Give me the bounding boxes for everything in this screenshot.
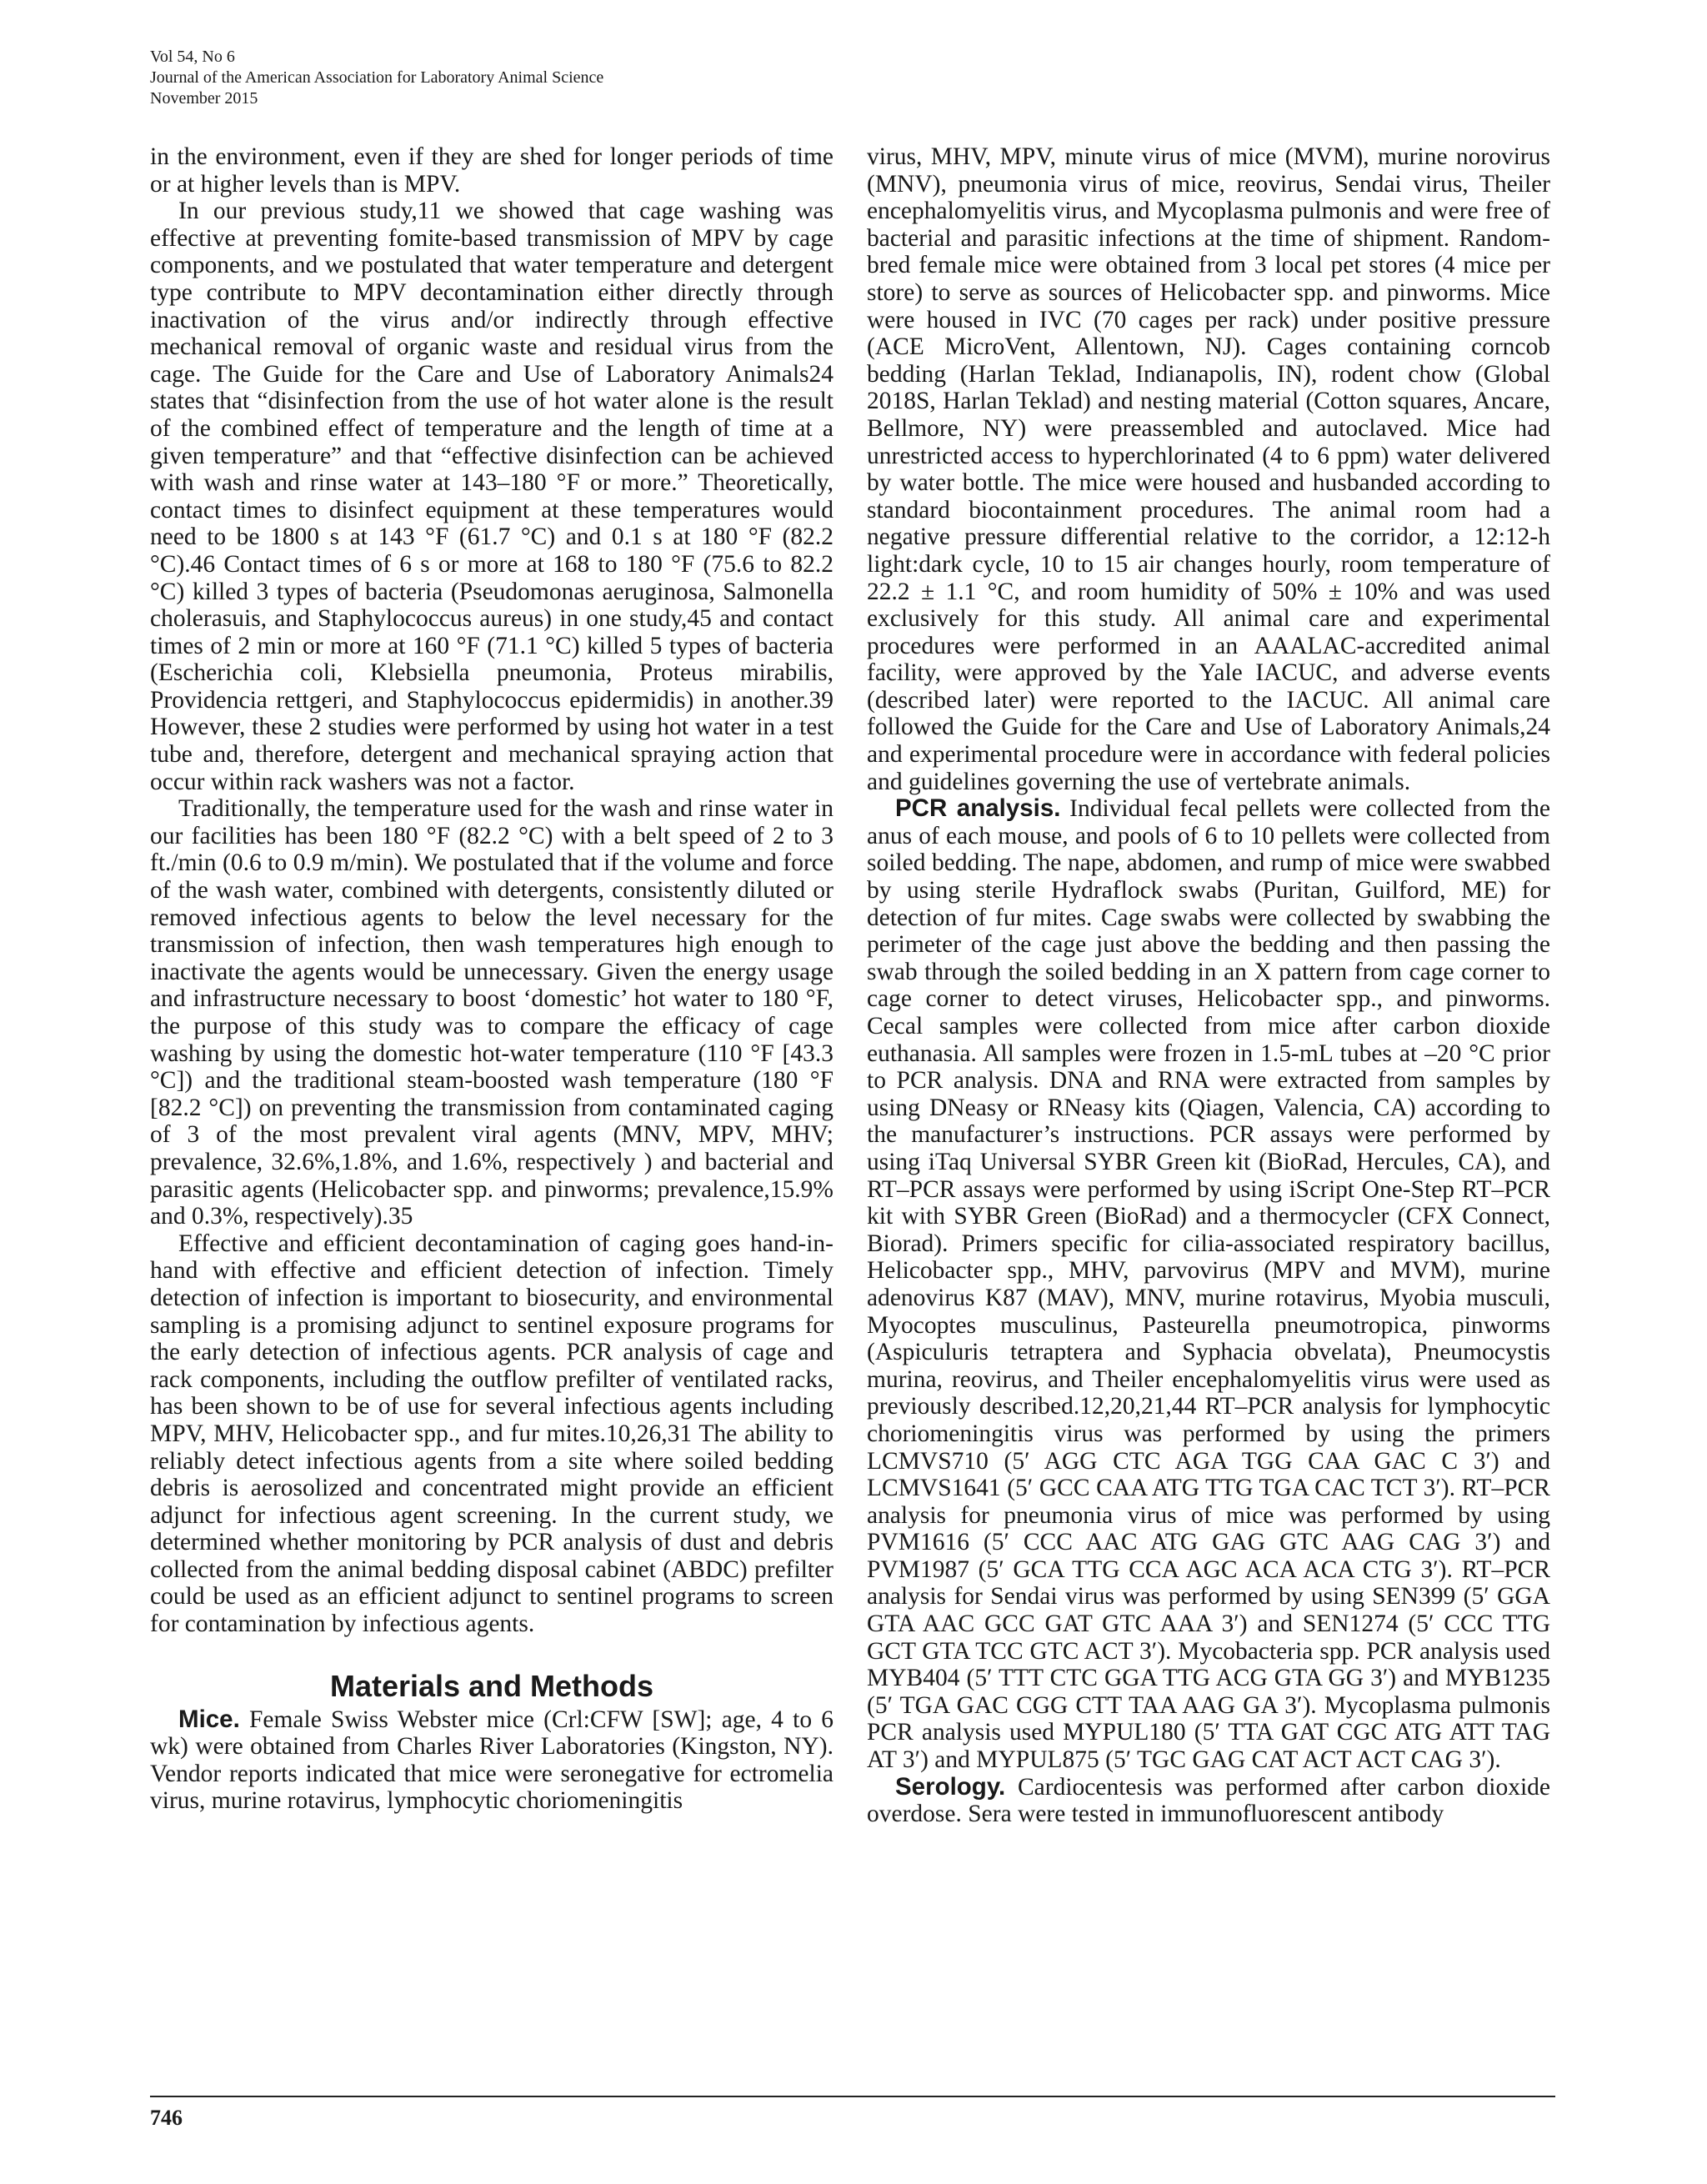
paragraph: in the environment, even if they are shed for longer periods of time or at higher levels than is MPV. — [150, 143, 833, 198]
paragraph-text: Female Swiss Webster mice (Crl:CFW [SW]; age, 4 to 6 wk) were obtained from Charles River Laboratories (Kingston, NY). Vendor reports indicated that mice were seronegative for ectromelia virus, murine rotavirus, lymphocytic choriomeningitis — [150, 1706, 833, 1815]
paragraph: Effective and efficient decontamination of caging goes hand-in-hand with effective and efficient detection of infection. Timely detection of infection is important to biosecurity, and environmental sampling is a promising adjunct to sentinel exposure programs for the early detection of infectious agents. PCR analysis of cage and rack components, including the outflow prefilter of ventilated racks, has been shown to be of use for several infectious agents including MPV, MHV, Helicobacter spp., and fur mites.10,26,31 The ability to reliably detect infectious agents from a site where soiled bedding debris is aerosolized and concentrated might provide an efficient adjunct for infectious agent screening. In the current study, we determined whether monitoring by PCR analysis of dust and debris collected from the animal bedding disposal cabinet (ABDC) prefilter could be used as an efficient adjunct to sentinel programs to screen for contamination by infectious agents. — [150, 1230, 833, 1638]
right-column — [867, 143, 1550, 1828]
paragraph-text: Individual fecal pellets were collected from the anus of each mouse, and pools of 6 to 10 pellets were collected from soiled bedding. The nape, abdomen, and rump of mice were swabbed by using sterile Hydraflock swabs (Puritan, Guilford, ME) for detection of fur mites. Cage swabs were collected by swabbing the perimeter of the cage just above the bedding and then passing the swab through the soiled bedding in an X pattern from cage corner to cage corner to detect viruses, Helicobacter spp., and pinworms. Cecal samples were collected from mice after carbon dioxide euthanasia. All samples were frozen in 1.5-mL tubes at –20 °C prior to PCR analysis. DNA and RNA were extracted from samples by using DNeasy or RNeasy kits (Qiagen, Valencia, CA) according to the manufacturer’s instructions. PCR assays were performed by using iTaq Universal SYBR Green kit (BioRad, Hercules, CA), and RT–PCR assays were performed by using iScript One-Step RT–PCR kit with SYBR Green (BioRad) and a thermocycler (CFX Connect, Biorad). Primers specific for cilia-associated respiratory bacillus, Helicobacter spp., MHV, parvovirus (MPV and MVM), murine adenovirus K87 (MAV), MNV, murine rotavirus, Myobia musculi, Myocoptes musculinus, Pasteurella pneumotropica, pinworms (Aspiculuris tetraptera and Syphacia obvelata), Pneumocystis murina, reovirus, and Theiler encephalomyelitis virus were used as previously described.12,20,21,44 RT–PCR analysis for lymphocytic choriomeningitis virus was performed by using the primers LCMVS710 (5′ AGG CTC AGA TGG CAA GAC C 3′) and LCMVS1641 (5′ GCC CAA ATG TTG TGA CAC TCT 3′). RT–PCR analysis for pneumonia virus of mice was performed by using PVM1616 (5′ CCC AAC ATG GAG GTC AAG CAG 3′) and PVM1987 (5′ GCA TTG CCA AGC ACA ACA CTG 3′). RT–PCR analysis for Sendai virus was performed by using SEN399 (5′ GGA GTA AAC GCC GAT GTC AAA 3′) and SEN1274 (5′ CCC TTG GCT GTA TCC GTC ACT 3′). Mycobacteria spp. PCR analysis used MYB404 (5′ TTT CTC GGA TTG ACG GTA GG 3′) and MYB1235 (5′ TGA GAC CGG CTT TAA AAG GA 3′). Mycoplasma pulmonis PCR analysis used MYPUL180 (5′ TTA GAT CGC ATG ATT TAG AT 3′) and MYPUL875 (5′ TGC GAG CAT ACT ACT CAG 3′). — [867, 795, 1550, 1774]
header-date: November 2015 — [150, 89, 258, 108]
paragraph-serology — [867, 1774, 1550, 1828]
subsection-heading: Mice. — [178, 1705, 240, 1733]
subsection-heading: Serology. — [895, 1772, 1006, 1801]
paragraph: Traditionally, the temperature used for the wash and rinse water in our facilities has been 180 °F (82.2 °C) with a belt speed of 2 to 3 ft./min (0.6 to 0.9 m/min). We postulated that if the volume and force of the wash water, combined with detergents, consistently diluted or removed infectious agents to below the level necessary for the transmission of infection, then wash temperatures high enough to inactivate the agents would be unnecessary. Given the energy usage and infrastructure necessary to boost ‘domestic’ hot water to 180 °F, the purpose of this study was to compare the efficacy of cage washing by using the domestic hot-water temperature (110 °F [43.3 °C]) and the traditional steam-boosted wash temperature (180 °F [82.2 °C]) on preventing the transmission from contaminated caging of 3 of the most prevalent viral agents (MNV, MPV, MHV; prevalence, 32.6%,1.8%, and 1.6%, respectively ) and bacterial and parasitic agents (Helicobacter spp. and pinworms; prevalence,15.9% and 0.3%, respectively).35 — [150, 795, 833, 1230]
left-column — [150, 143, 833, 1815]
subsection-heading: PCR analysis. — [895, 794, 1061, 823]
header-journal: Journal of the American Association for Laboratory Animal Science — [150, 68, 604, 87]
paragraph-text: Cardiocentesis was performed after carbon dioxide overdose. Sera were tested in immunofluorescent antibody — [867, 1773, 1550, 1828]
paragraph-pcr — [867, 795, 1550, 1773]
section-title: Materials and Methods — [329, 1668, 654, 1703]
page-number: 746 — [150, 2106, 183, 2130]
running-header — [150, 47, 603, 109]
paragraph: In our previous study,11 we showed that cage washing was effective at preventing fomite-based transmission of MPV by cage components, and we postulated that water temperature and detergent type contribute to MPV decontamination either directly through inactivation of the virus and/or indirectly through effective mechanical removal of organic waste and residual virus from the cage. The Guide for the Care and Use of Laboratory Animals24 states that “disinfection from the use of hot water alone is the result of the combined effect of temperature and the length of time at a given temperature” and that “effective disinfection can be achieved with wash and rinse water at 143–180 °F or more.” Theoretically, contact times to disinfect equipment at these temperatures would need to be 1800 s at 143 °F (61.7 °C) and 0.1 s at 180 °F (82.2 °C).46 Contact times of 6 s or more at 168 to 180 °F (75.6 to 82.2 °C) killed 3 types of bacteria (Pseudomonas aeruginosa, Salmonella cholerasuis, and Staphylococcus aureus) in one study,45 and contact times of 2 min or more at 160 °F (71.1 °C) killed 5 types of bacteria (Escherichia coli, Klebsiella pneumonia, Proteus mirabilis, Providencia rettgeri, and Staphylococcus epidermidis) in another.39 However, these 2 studies were performed by using hot water in a test tube and, therefore, detergent and mechanical spraying action that occur within rack washers was not a factor. — [150, 198, 833, 795]
paragraph-mice — [150, 1706, 833, 1815]
footer-rule — [150, 2096, 1555, 2097]
header-volume: Vol 54, No 6 — [150, 48, 235, 66]
paragraph: virus, MHV, MPV, minute virus of mice (MVM), murine norovirus (MNV), pneumonia virus of mice, reovirus, Sendai virus, Theiler encephalomyelitis virus, and Mycoplasma pulmonis and were free of bacterial and parasitic infections at the time of shipment. Random-bred female mice were obtained from 3 local pet stores (4 mice per store) to serve as sources of Helicobacter spp. and pinworms. Mice were housed in IVC (70 cages per rack) under positive pressure (ACE MicroVent, Allentown, NJ). Cages containing corncob bedding (Harlan Teklad, Indianapolis, IN), rodent chow (Global 2018S, Harlan Teklad) and nesting material (Cotton squares, Ancare, Bellmore, NY) were preassembled and autoclaved. Mice had unrestricted access to hyperchlorinated (4 to 6 ppm) water delivered by water bottle. The mice were housed and husbanded according to standard biocontainment procedures. The animal room had a negative pressure differential relative to the corridor, a 12:12-h light:dark cycle, 10 to 15 air changes hourly, room temperature of 22.2 ± 1.1 °C, and room humidity of 50% ± 10% and was used exclusively for this study. All animal care and experimental procedures were performed in an AAALAC-accredited animal facility, were approved by the Yale IACUC, and adverse events (described later) were reported to the IACUC. All animal care followed the Guide for the Care and Use of Laboratory Animals,24 and experimental procedure were in accordance with federal policies and guidelines governing the use of vertebrate animals. — [867, 143, 1550, 795]
